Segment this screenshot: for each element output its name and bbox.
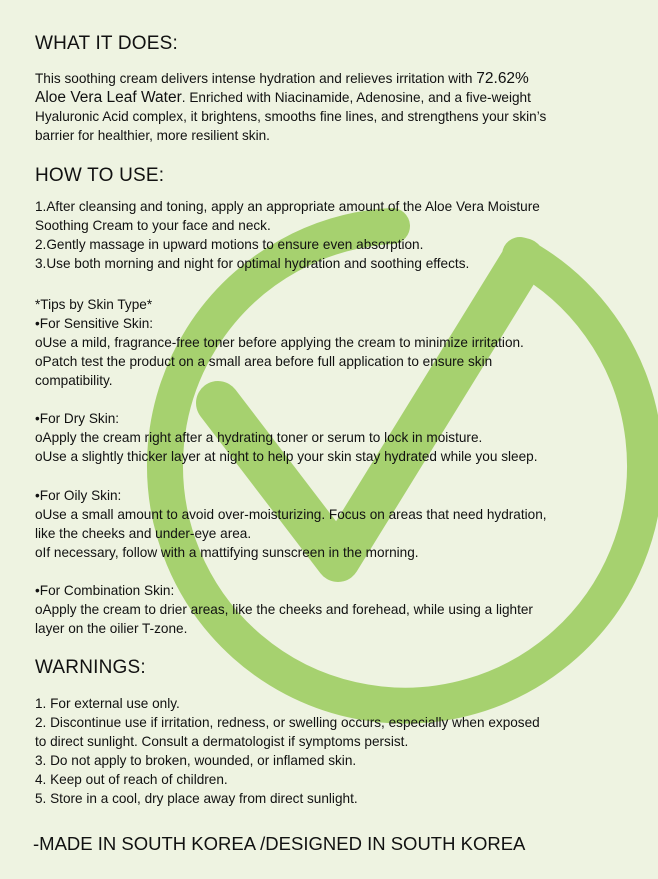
warning-line: 1. For external use only. (35, 696, 180, 711)
warning-line: 5. Store in a cool, dry place away from direct sunlight. (35, 791, 358, 806)
combination-skin-tips: •For Combination Skin: oApply the cream to drier areas, like the cheeks and forehead, while using a lighter layer on the oilier T-zone. (35, 581, 625, 638)
oily-skin-tips: •For Oily Skin: oUse a small amount to avoid over-moisturizing. Focus on areas that need hydration, like the cheeks and under-eye area. oIf necessary, follow with a mattifying sunscreen in the morning. (35, 486, 625, 562)
step-line: 2.Gently massage in upward motions to ensure even absorption. (35, 237, 424, 252)
how-to-use-steps (35, 197, 625, 273)
step-line: 3.Use both morning and night for optimal hydration and soothing effects. (35, 256, 470, 271)
tips-section: *Tips by Skin Type* •For Sensitive Skin: oUse a mild, fragrance-free toner before applying the cream to minimize irritation. oPatch test the product on a small area before full application to ensure skin compatibility. (35, 295, 625, 390)
warnings-heading: WARNINGS: (35, 657, 146, 678)
step-line: Soothing Cream to your face and neck. (35, 218, 271, 233)
what-it-does-heading: WHAT IT DOES: (35, 33, 179, 54)
warning-line: 2. Discontinue use if irritation, redness, or swelling occurs, especially when exposed (35, 715, 540, 730)
warning-line: to direct sunlight. Consult a dermatologist if symptoms persist. (35, 734, 409, 749)
warning-line: 4. Keep out of reach of children. (35, 772, 228, 787)
sensitive-title: •For Sensitive Skin: (35, 316, 154, 331)
combination-title: •For Combination Skin: (35, 583, 175, 598)
origin-footer: -MADE IN SOUTH KOREA /DESIGNED IN SOUTH KOREA (33, 833, 526, 854)
dry-title: •For Dry Skin: (35, 411, 120, 426)
oily-title: •For Oily Skin: (35, 488, 122, 503)
step-line: 1.After cleansing and toning, apply an appropriate amount of the Aloe Vera Moisture (35, 199, 540, 214)
dry-skin-tips: •For Dry Skin: oApply the cream right after a hydrating toner or serum to lock in moisture. oUse a slightly thicker layer at night to help your skin stay hydrated while you sleep. (35, 409, 625, 466)
warning-line: 3. Do not apply to broken, wounded, or inflamed skin. (35, 753, 357, 768)
how-to-use-heading: HOW TO USE: (35, 165, 165, 186)
what-it-does-text: This soothing cream delivers intense hydration and relieves irritation with 72.62% Aloe Vera Leaf Water. Enriched with Niacinamide, Adenosine, and a five-weight Hyaluronic Acid complex, it brightens, smooths fine lines, and strengthens your skin’s barrier for healthier, more resilient skin. (35, 70, 547, 143)
warnings-list (35, 694, 625, 808)
tips-heading: *Tips by Skin Type* (35, 297, 153, 312)
